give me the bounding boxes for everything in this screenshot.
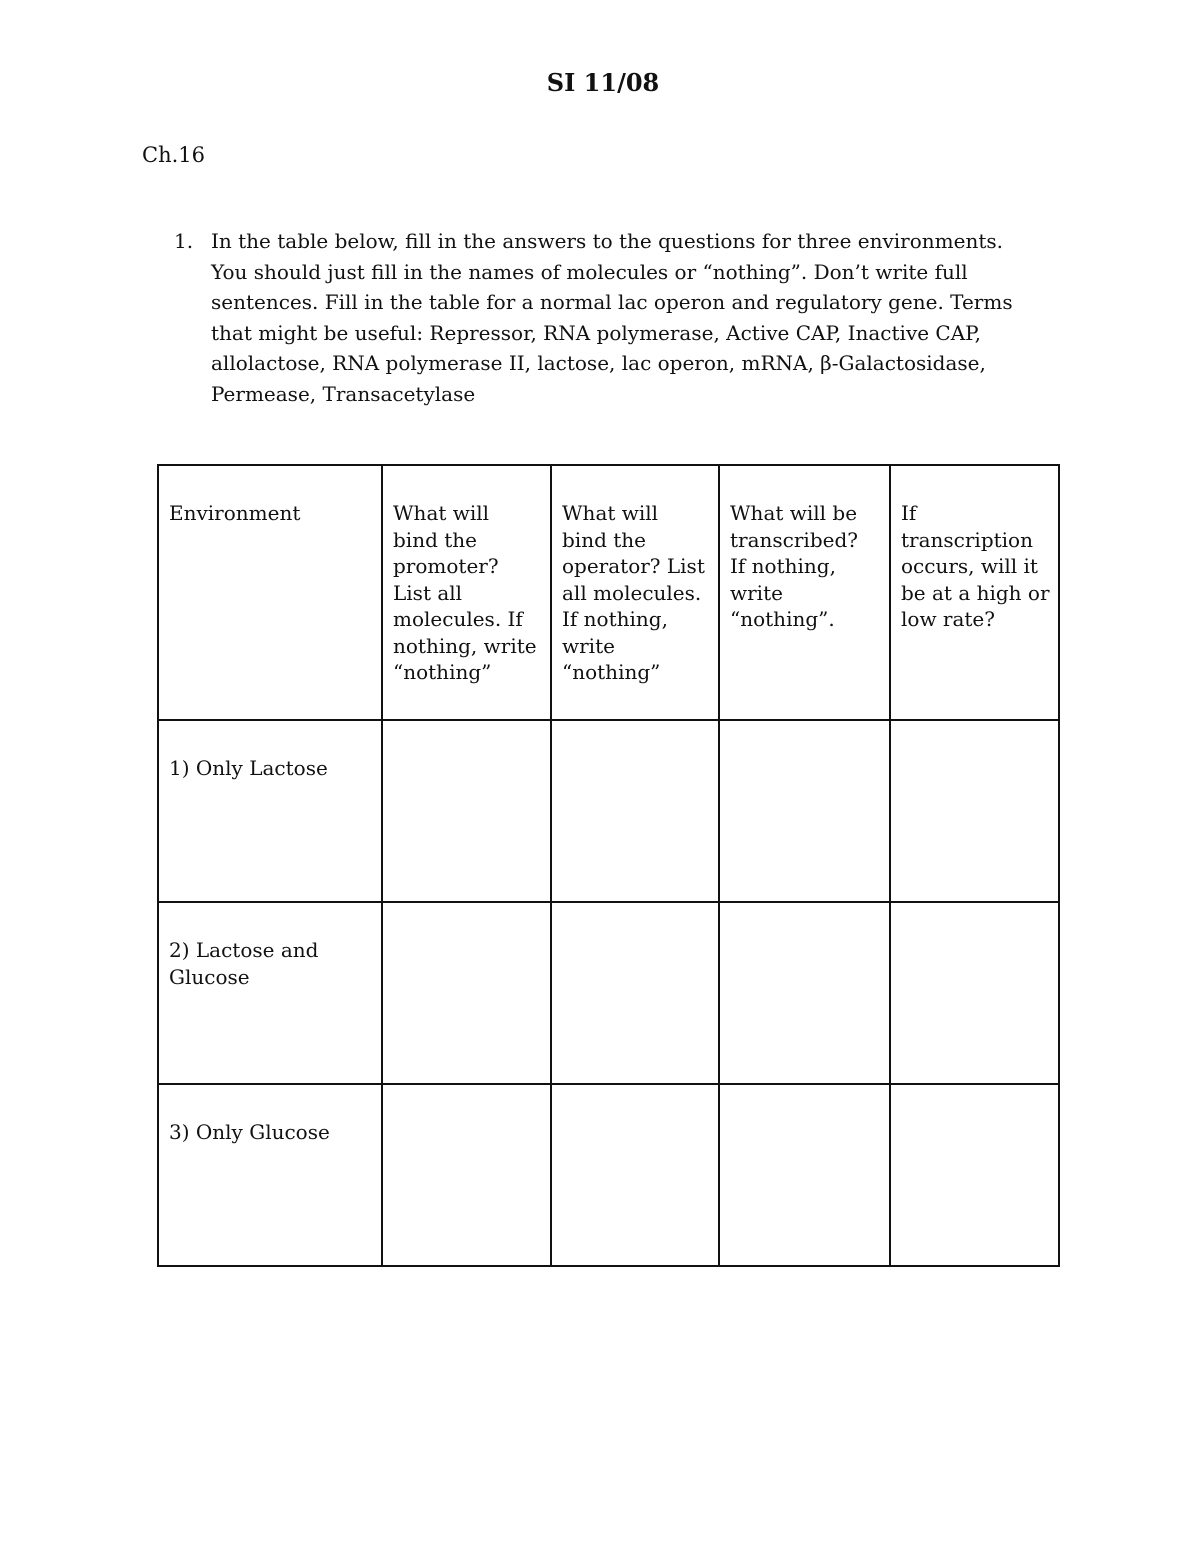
question-text: [211, 226, 1054, 410]
header-transcribed: [719, 465, 890, 720]
environment-cell: [158, 720, 382, 902]
answer-cell-operator[interactable]: [551, 720, 719, 902]
question-line: Permease, Transacetylase: [211, 381, 476, 406]
answer-cell-transcribed[interactable]: [719, 1084, 890, 1266]
answer-cell-rate[interactable]: [890, 1084, 1059, 1266]
page-title: SI 11/08: [546, 68, 660, 97]
header-promoter: [382, 465, 551, 720]
header-line: Environment: [169, 501, 301, 525]
environment-label: 1) Only Lactose: [169, 756, 328, 780]
question-line: that might be useful: Repressor, RNA polymerase, Active CAP, Inactive CAP,: [211, 320, 981, 345]
answer-cell-transcribed[interactable]: [719, 720, 890, 902]
table-row: [158, 902, 1059, 1084]
answer-cell-rate[interactable]: [890, 902, 1059, 1084]
table-row: [158, 1084, 1059, 1266]
question-line: allolactose, RNA polymerase II, lactose, lac operon, mRNA, β-Galactosidase,: [211, 351, 986, 376]
answer-cell-promoter[interactable]: [382, 902, 551, 1084]
header-line: promoter?: [393, 554, 499, 578]
header-line: What will: [562, 501, 659, 525]
environment-cell: [158, 1084, 382, 1266]
header-line: occurs, will it: [901, 554, 1038, 578]
table-row: [158, 720, 1059, 902]
answer-cell-rate[interactable]: [890, 720, 1059, 902]
header-line: If nothing,: [730, 554, 836, 578]
header-line: If: [901, 501, 917, 525]
header-line: transcription: [901, 527, 1033, 552]
header-line: “nothing”: [562, 660, 661, 684]
header-line: all molecules.: [562, 580, 702, 605]
header-line: write: [562, 633, 615, 658]
header-line: operator? List: [562, 554, 705, 578]
question-line: In the table below, fill in the answers to the questions for three environments.: [211, 229, 1003, 253]
header-line: “nothing”: [393, 660, 492, 684]
question-line: You should just fill in the names of molecules or “nothing”. Don’t write full: [211, 259, 968, 284]
question-line: sentences. Fill in the table for a normal lac operon and regulatory gene. Terms: [211, 290, 1013, 315]
header-rate: [890, 465, 1059, 720]
header-line: What will be: [730, 501, 858, 525]
header-environment: [158, 465, 382, 720]
header-line: molecules. If: [393, 607, 523, 631]
answer-cell-transcribed[interactable]: [719, 902, 890, 1084]
chapter-label: Ch.16: [142, 143, 205, 167]
answer-cell-operator[interactable]: [551, 1084, 719, 1266]
table-header-row: [158, 465, 1059, 720]
header-line: transcribed?: [730, 527, 858, 552]
header-line: bind the: [393, 527, 477, 552]
environment-cell: [158, 902, 382, 1084]
header-line: If nothing,: [562, 607, 668, 631]
header-line: be at a high or: [901, 580, 1050, 605]
environment-label: Glucose: [169, 964, 250, 989]
environment-label: 3) Only Glucose: [169, 1120, 330, 1144]
header-operator: [551, 465, 719, 720]
header-line: What will: [393, 501, 490, 525]
header-line: low rate?: [901, 607, 995, 631]
question-number: 1.: [174, 229, 194, 253]
header-line: write: [730, 580, 783, 605]
environment-label: 2) Lactose and: [169, 938, 319, 962]
header-line: “nothing”.: [730, 607, 835, 631]
header-line: bind the: [562, 527, 646, 552]
header-line: List all: [393, 580, 463, 605]
answer-cell-promoter[interactable]: [382, 1084, 551, 1266]
header-line: nothing, write: [393, 633, 537, 658]
answer-cell-promoter[interactable]: [382, 720, 551, 902]
answer-cell-operator[interactable]: [551, 902, 719, 1084]
worksheet-table: [157, 464, 1060, 1267]
